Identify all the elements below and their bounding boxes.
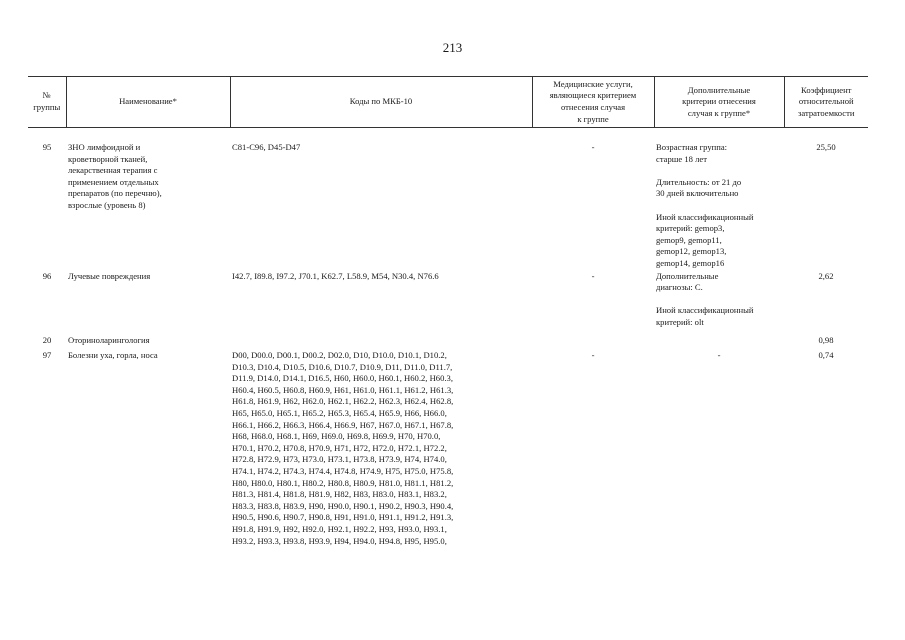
icd-codes: I42.7, I89.8, I97.2, J70.1, K62.7, L58.9, M54, N30.4, N76.6: [232, 270, 439, 281]
table-header-row: [28, 77, 868, 128]
medical-services: -: [591, 270, 595, 281]
medical-services: [532, 335, 654, 347]
additional-criteria: Дополнительные диагнозы: C. Иной классификационный критерий: olt: [656, 270, 754, 327]
cost-coefficient: 0,98: [818, 334, 834, 345]
header-additional-criteria: Дополнительные критерии отнесения случая к группе*: [654, 77, 784, 128]
icd-codes: C81-C96, D45-D47: [232, 142, 301, 152]
group-name: Лучевые повреждения: [68, 270, 151, 281]
header-coefficient: Коэффициент относительной затратоемкости: [784, 77, 868, 128]
header-group-number: № группы: [28, 77, 66, 128]
medical-services: -: [591, 142, 595, 152]
table-row: [28, 335, 868, 347]
additional-criteria: -: [717, 350, 721, 361]
drg-table: [28, 76, 868, 547]
group-name: ЗНО лимфоидной и кроветворной тканей, лекарственная терапия с применением отдельных препаратов (по перечню), взрослые (уровень 8): [68, 142, 162, 210]
medical-services: -: [591, 350, 595, 361]
group-name: Болезни уха, горла, носа: [68, 350, 158, 361]
cost-coefficient: 0,74: [818, 350, 834, 361]
cost-coefficient: 25,50: [816, 142, 836, 152]
table-row: [28, 350, 868, 547]
profile-number: 20: [42, 334, 52, 345]
icd-codes: D00, D00.0, D00.1, D00.2, D02.0, D10, D10.0, D10.1, D10.2, D10.3, D10.4, D10.5, D10.6, D10.7, D10.9, D11, D11.0, D11.7, D11.9, D14.0, D14.1, D16.5, H60, H60.0, H60.1, H60.2, H60.3, H60.4, H60.5, H60.8, H60.9, H61, H61.0, H61.1, H61.2, H61.3, H61.8, H61.9, H62, H62.0, H62.1, H62.2, H62.3, H62.4, H62.8, H65, H65.0, H65.1, H65.2, H65.3, H65.4, H65.9, H66, H66.0, H66.1, H66.2, H66.3, H66.4, H66.9, H67, H67.0, H67.1, H67.8, H68, H68.0, H68.1, H69, H69.0, H69.8, H69.9, H70, H70.0, H70.1, H70.2, H70.8, H70.9, H71, H72, H72.0, H72.1, H72.2, H72.8, H72.9, H73, H73.0, H73.1, H73.8, H73.9, H74, H74.0, H74.1, H74.2, H74.3, H74.4, H74.8, H74.9, H75, H75.0, H75.8, H80, H80.0, H80.1, H80.2, H80.8, H80.9, H81.0, H81.1, H81.2, H81.3, H81.4, H81.8, H81.9, H82, H83, H83.0, H83.1, H83.2, H83.3, H83.8, H83.9, H90, H90.0, H90.1, H90.2, H90.3, H90.4, H90.5, H90.6, H90.7, H90.8, H91, H91.0, H91.1, H91.2, H91.3, H91.8, H91.9, H92, H92.0, H92.1, H92.2, H93, H93.0, H93.1, H93.2, H93.3, H93.8, H93.9, H94, H94.0, H94.8, H95, H95.0,: [232, 350, 454, 546]
table-row: [28, 142, 868, 270]
additional-criteria: Возрастная группа: старше 18 лет Длительность: от 21 до 30 дней включительно Иной классификационный критерий: gemop3, gemop9, gemop11, gemop12, gemop13, gemop14, gemop16: [656, 142, 754, 268]
group-number: 97: [42, 350, 52, 361]
group-number: 96: [42, 270, 52, 281]
additional-criteria: [654, 335, 784, 347]
header-name: Наименование*: [66, 77, 230, 128]
header-medical-services: Медицинские услуги, являющиеся критерием отнесения случая к группе: [532, 77, 654, 128]
group-number: 95: [42, 142, 52, 152]
icd-codes: [230, 335, 532, 347]
profile-name: Оториноларингология: [68, 334, 150, 345]
header-icd-codes: Коды по МКБ-10: [230, 77, 532, 128]
cost-coefficient: 2,62: [818, 270, 834, 281]
table-row: [28, 271, 868, 329]
page-number: 213: [442, 40, 463, 55]
